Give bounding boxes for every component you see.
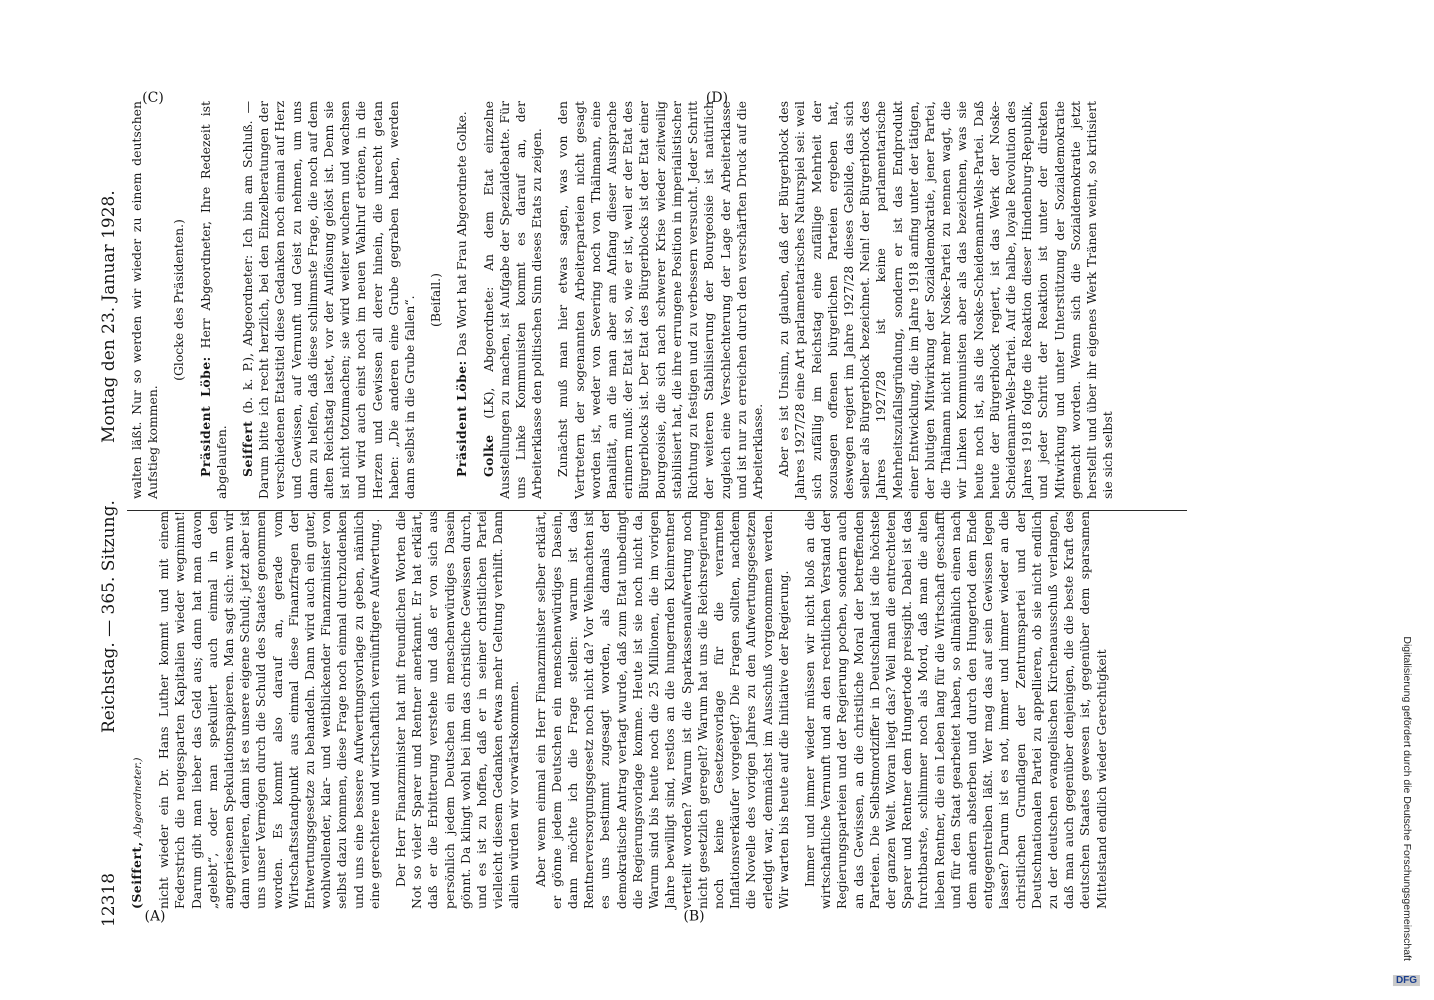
running-head-right: Montag den 23. Januar 1928.: [99, 190, 119, 443]
speech-opening: [481, 101, 546, 499]
credit-text: Digitalisierung gefördert durch die Deutsche Forschungsgemeinschaft: [1401, 636, 1413, 961]
rotated-print-page: [93, 90, 1343, 933]
paragraph: nicht wieder ein Dr. Hans Luther kommt und mit einem Federstrich die neugesparten Kapitalien wieder wegnimmt! Darum gibt man lieber das Geld aus; dann hat man davon „gelebt“, oder man spekuliert auch einmal in den angepriesenen Spekulationspapieren. Man sagt sich: wenn wir dann verlieren, dann ist es unsere eigene Schuld; jetzt aber ist uns unser Vermögen durch die Schuld des Staates genommen worden. Es kommt also darauf an, gerade vom Wirtschaftsstandpunkt aus einmal diese Finanzfragen der Entwertungsgesetze zu behandeln. Dann wird auch ein guter, wohlwollender, klar- und weitblickender Finanzminister von selbst dazu kommen, diese Frage noch einmal durchzudenken und uns eine bessere Aufwertungsvorlage zu geben, nämlich eine gerechtere und wirtschaftlich vernünftigere Aufwertung.: [156, 511, 382, 909]
speech-opening: [240, 101, 418, 499]
paragraph: Immer und immer wieder müssen wir nicht bloß an die wirtschaftliche Vernunft und an den rechtlichen Verstand der Regierungsparteien und der Regierung pochen, sondern auch an das Gewissen, an die christliche Moral der betreffenden Parteien. Die Selbstmordziffer in Deutschland ist die höchste der ganzen Welt. Woran liegt das? Weil man die entrechteten Sparer und Rentner dem Hungertode preisgibt. Dabei ist das furchtbarste, schlimmer noch als Mord, daß man die alten lieben Rentner, die ein Leben lang für die Wirtschaft geschafft und für den Staat gearbeitet haben, so allmählich einen nach dem andern absterben und durch den Hungertod dem Ende entgegentreiben läßt. Wer mag das auf sein Gewissen legen lassen? Darum ist es not, immer und immer wieder an die christlichen Grundlagen der Zentrumspartei und der Deutschnationalen Partei zu appellieren, ob sie nicht endlich zu der deutschen evangelischen Kirchenausschuß verlangen, daß man auch gegenüber denjenigen, die die beste Kraft des deutschen Staates gewesen ist, gegenüber dem sparsamen Mittelstand endlich wieder Gerechtigkeit: [801, 511, 1109, 909]
paragraph: Zunächst muß man hier etwas sagen, was von den Vertretern der sogenannten Arbeiterparteien nicht gesagt worden ist, weder von Severing noch von Thälmann, eine Banalität, an die man aber am Anfang dieser Aussprache erinnern muß: der Etat ist so, wie er ist, weil er der Etat des Bürgerblocks ist. Der Etat des Bürgerblocks ist der Etat einer Bourgeoisie, die sich nach schwerer Krise wieder zeitweilig stabilisiert hat, die ihre errungene Position in imperialistischer Richtung zu festigen und zu verbessern versucht. Jeder Schritt der weiteren Stabilisierung der Bourgeoisie ist natürlich zugleich eine Verschlechterung der Lage der Arbeiterklasse und ist nur zu erreichen durch den verschärften Druck auf die Arbeiterklasse.: [555, 101, 765, 499]
president-remark: [198, 101, 230, 499]
page-header: [93, 90, 127, 933]
speaker-name: Seiffert: [240, 420, 256, 477]
dfg-logo: DFG: [1393, 975, 1420, 986]
speaker-name: (Seiffert,: [129, 841, 144, 909]
digitization-credit: [1390, 6, 1424, 994]
paragraph: Der Herr Finanzminister hat mit freundlichen Worten die Not so vieler Sparer und Rentner anerkannt. Er hat erklärt, daß er die Erbitterung verstehe und daß er von sich aus persönlich jedem Deutschen ein menschenwürdiges Dasein gönnt. Da klingt wohl bei ihm das christliche Gewissen durch, und es ist zu hoffen, daß er in seiner christlichen Partei vielleicht diesem Gedanken etwas mehr Geltung verhilft. Dann allein würden wir vorwärtskommen.: [393, 511, 522, 909]
paragraph: walten läßt. Nur so werden wir wieder zu einem deutschen Aufstieg kommen.: [129, 101, 161, 499]
margin-marker-c: (C): [142, 90, 164, 107]
paragraph: Aber wenn einmal ein Herr Finanzminister selber erklärt, er gönne jedem Deutschen ein menschenwürdiges Dasein, dann möchte ich die Frage stellen: warum ist das Rentnerversorgungsgesetz noch nicht da? Vor Weihnachten ist es uns bestimmt zugesagt worden, als damals der demokratische Antrag vertagt wurde, daß zum Etat unbedingt die Regierungsvorlage komme. Heute ist sie noch nicht da. Warum sind bis heute noch die 25 Millionen, die im vorigen Jahre bewilligt sind, restlos an die hungernden Kleinrentner verteilt worden? Warum ist die Sparkassenaufwertung noch nicht gesetzlich geregelt? Warum hat uns die Reichsregierung noch keine Gesetzesvorlage für die verarmten Inflationsverkäufer vorgelegt? Die Fragen sollten, nachdem die Novelle des vorigen Jahres zu den Aufwertungsgesetzen erledigt war, demnächst im Ausschuß vorgenommen werden. Wir warten bis heute auf die Initiative der Regierung.: [532, 511, 791, 909]
stage-direction: (Glocke des Präsidenten.): [171, 219, 187, 381]
margin-marker-d: (D): [705, 89, 729, 106]
speech-text: Herr Abgeordneter, Ihre Redezeit ist abgelaufen.: [197, 101, 229, 499]
speaker-role: Abgeordneter.): [132, 757, 144, 838]
speech-text: (b. k. P.), Abgeordneter: Ich bin am Schluß. — Darum bitte ich recht herzlich, bei den Einzelberatungen der verschiedenen Etatstitel diese Gedanken noch einmal auf Herz und Gewissen, auf Vernunft und Geist zu nehmen, um uns dann zu helfen, daß diese schlimmste Frage, die noch auf dem alten Reichstag lastet, vor der Auflösung gelöst ist. Denn sie ist nicht totzumachen; sie wird weiter wuchern und wachsen und wird auch einst noch im neuen Wahlruf ertönen, in die Herzen und Gewissen all derer hinein, die unrecht getan haben: „Die anderen eine Grube gegraben haben, werden dann selbst in die Grube fallen“.: [240, 101, 418, 499]
speaker-continuation-header: [129, 511, 146, 909]
stage-direction: (Beifall.): [428, 273, 444, 327]
speech-text: Das Wort hat Frau Abgeordnete Golke.: [454, 111, 470, 357]
speaker-name: Golke: [480, 434, 496, 477]
speaker-name: Präsident Löbe:: [197, 356, 213, 477]
page-number: 12318: [99, 872, 119, 927]
speaker-name: Präsident Löbe:: [454, 360, 470, 477]
margin-marker-a: (A): [144, 908, 166, 925]
running-head-left: Reichstag. — 365. Sitzung.: [99, 500, 119, 733]
right-text-column: [129, 101, 1126, 499]
paragraph: Aber es ist Unsinn, zu glauben, daß der Bürgerblock des Jahres 1927/28 eine Art parlamentarisches Naturspiel sei: weil sich zufällig im Reichstag eine zufällige Mehrheit der sozusagen offenen bürgerlichen Parteien ergeben hat, deswegen regiert im Jahre 1927/28 dieses Gebilde, das sich selber als Bürgerblock bezeichnet. Nein! der Bürgerblock des Jahres 1927/28 ist keine parlamentarische Mehrheitszufallsgründung, sondern er ist das Endprodukt einer Entwicklung, die im Jahre 1918 anfing unter der tätigen, der blutigen Mitwirkung der Sozialdemokratie, jener Partei, die Thälmann nicht mehr Noske-Partei zu nennen wagt, die wir Linken Kommunisten aber als das bezeichnen, was sie heute noch ist, als die Noske-Scheidemann-Wels-Partei. Daß heute der Bürgerblock regiert, ist das Werk der Noske-Scheidemann-Wels-Partei. Auf die halbe, loyale Revolution des Jahres 1918 folgte die Reaktion dieser Hindenburg-Republik, und jeder Schritt der Reaktion ist unter der direkten Mitwirkung und unter Unterstützung der Sozialdemokratie gemacht worden. Wenn sich die Sozialdemokratie jetzt herstellt und über ihr eigenes Werk Tränen weint, so kritisiert sie sich selbst: [776, 101, 1116, 499]
president-remark: [454, 101, 470, 499]
margin-marker-b: (B): [683, 908, 705, 925]
left-text-column: [129, 511, 1120, 909]
speech-text: (LK), Abgeordnete: An dem Etat einzelne Ausstellungen zu machen, ist Aufgabe der Spezialdebatte. Für uns Linke Kommunisten kommt es darauf an, der Arbeiterklasse den politischen Sinn dieses Etats zu zeigen.: [480, 101, 545, 499]
